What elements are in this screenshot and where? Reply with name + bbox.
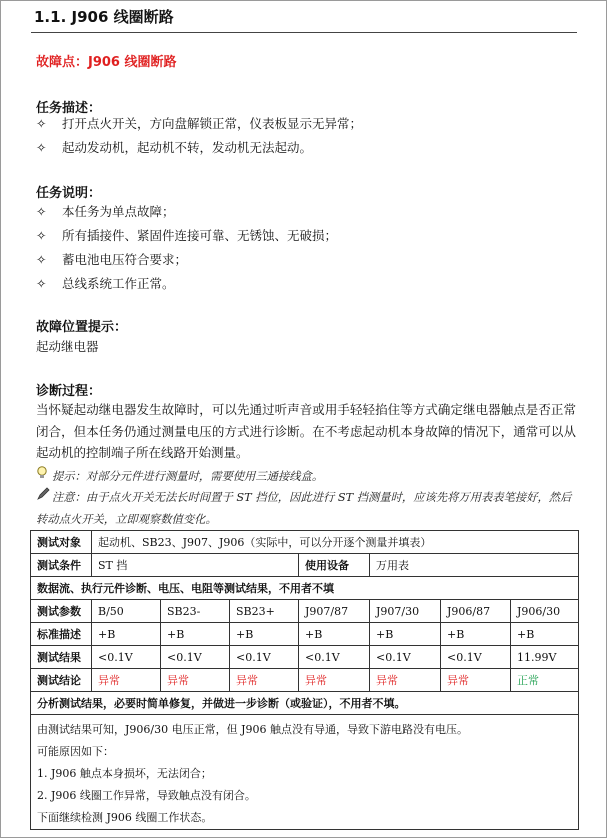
table-row	[31, 623, 579, 646]
diamond-bullet-icon: ✧	[36, 276, 47, 291]
conclusion-cell: 异常	[161, 669, 230, 692]
table-row	[31, 646, 579, 669]
param-cell: SB23-	[161, 600, 230, 623]
standard-cell: +B	[230, 623, 299, 646]
fault-location-title: 故障位置提示：	[36, 320, 128, 335]
analysis-line: 1. J906 触点本身损坏，无法闭合；	[37, 767, 212, 780]
lightbulb-icon	[36, 466, 52, 488]
list-item: ✧ 起动发动机，起动机不转，发动机无法起动。	[36, 136, 362, 160]
result-cell: 11.99V	[511, 646, 579, 669]
result-cell: <0.1V	[230, 646, 299, 669]
diamond-bullet-icon: ✧	[36, 228, 47, 243]
param-cell: SB23+	[230, 600, 299, 623]
equipment-label: 使用设备	[299, 554, 370, 577]
task-explanation-title: 任务说明：	[36, 186, 102, 201]
table-row	[31, 715, 579, 830]
result-label: 测试结果	[31, 646, 92, 669]
conclusion-cell: 正常	[511, 669, 579, 692]
task-description-title: 任务描述：	[36, 101, 102, 116]
diamond-bullet-icon: ✧	[36, 204, 47, 219]
table-row	[31, 692, 579, 715]
conclusion-cell: 异常	[92, 669, 161, 692]
table-row	[31, 554, 579, 577]
result-cell: <0.1V	[299, 646, 370, 669]
section-note: 数据流、执行元件诊断、电压、电阻等测试结果，不用者不填	[31, 577, 579, 600]
conclusion-label: 测试结论	[31, 669, 92, 692]
conclusion-cell: 异常	[230, 669, 299, 692]
section-heading: 1.1. J906 线圈断路	[34, 8, 174, 26]
diagnosis-title: 诊断过程：	[36, 384, 102, 399]
analysis-line: 2. J906 线圈工作异常，导致触点没有闭合。	[37, 789, 256, 802]
standard-cell: +B	[370, 623, 441, 646]
list-item: ✧ 打开点火开关，方向盘解锁正常，仪表板显示无异常；	[36, 112, 362, 136]
analysis-line: 可能原因如下：	[37, 745, 114, 758]
param-cell: J906/30	[511, 600, 579, 623]
diagnosis-table	[30, 530, 579, 830]
diamond-bullet-icon: ✧	[36, 140, 47, 155]
list-item: ✧ 本任务为单点故障；	[36, 200, 337, 224]
equipment-value: 万用表	[370, 554, 579, 577]
table-row	[31, 669, 579, 692]
pen-icon	[36, 487, 52, 509]
condition-value: ST 挡	[92, 554, 299, 577]
analysis-line: 下面继续检测 J906 线圈工作状态。	[37, 811, 213, 824]
result-cell: <0.1V	[370, 646, 441, 669]
list-item: ✧ 蓄电池电压符合要求；	[36, 248, 337, 272]
object-value: 起动机、SB23、J907、J906（实际中，可以分开逐个测量并填表）	[92, 531, 579, 554]
diamond-bullet-icon: ✧	[36, 116, 47, 131]
diagnosis-paragraph: 当怀疑起动继电器发生故障时，可以先通过听声音或用手轻轻掐住等方式确定继电器触点是否正常闭合，但本任务仍通过测量电压的方式进行诊断。在不考虑起动机本身故障的情况下，通常可以从起动机的控制端子所在线路开始测量。	[36, 402, 576, 460]
param-cell: J907/87	[299, 600, 370, 623]
analysis-note: 分析测试结果，必要时简单修复，并做进一步诊断（或验证），不用者不填。	[31, 692, 579, 715]
condition-label: 测试条件	[31, 554, 92, 577]
result-cell: <0.1V	[92, 646, 161, 669]
standard-cell: +B	[441, 623, 511, 646]
param-label: 测试参数	[31, 600, 92, 623]
result-cell: <0.1V	[441, 646, 511, 669]
table-row	[31, 577, 579, 600]
table-row	[31, 531, 579, 554]
fault-point: 故障点：J906 线圈断路	[36, 55, 177, 70]
heading-rule	[31, 32, 577, 33]
task-description-list	[36, 112, 362, 160]
analysis-line: 由测试结果可知，J906/30 电压正常，但 J906 触点没有导通，导致下游电路没有电压。	[37, 723, 469, 736]
object-label: 测试对象	[31, 531, 92, 554]
task-explanation-list	[36, 200, 337, 296]
standard-cell: +B	[161, 623, 230, 646]
fault-location-text: 起动继电器	[36, 339, 99, 354]
param-cell: B/50	[92, 600, 161, 623]
standard-label: 标准描述	[31, 623, 92, 646]
diagnosis-note: 注意：由于点火开关无法长时间置于 ST 挡位，因此进行 ST 挡测量时，应该先将万用表表笔接好，然后转动点火开关，立即观察数值变化。	[36, 487, 576, 531]
list-item: ✧ 所有插接件、紧固件连接可靠、无锈蚀、无破损；	[36, 224, 337, 248]
result-cell: <0.1V	[161, 646, 230, 669]
standard-cell: +B	[299, 623, 370, 646]
table-row	[31, 600, 579, 623]
analysis-result	[31, 715, 579, 830]
conclusion-cell: 异常	[370, 669, 441, 692]
param-cell: J906/87	[441, 600, 511, 623]
diagnosis-tip: 提示：对部分元件进行测量时，需要使用三通接线盒。	[36, 466, 576, 488]
conclusion-cell: 异常	[441, 669, 511, 692]
list-item: ✧ 总线系统工作正常。	[36, 272, 337, 296]
param-cell: J907/30	[370, 600, 441, 623]
conclusion-cell: 异常	[299, 669, 370, 692]
standard-cell: +B	[511, 623, 579, 646]
standard-cell: +B	[92, 623, 161, 646]
diamond-bullet-icon: ✧	[36, 252, 47, 267]
